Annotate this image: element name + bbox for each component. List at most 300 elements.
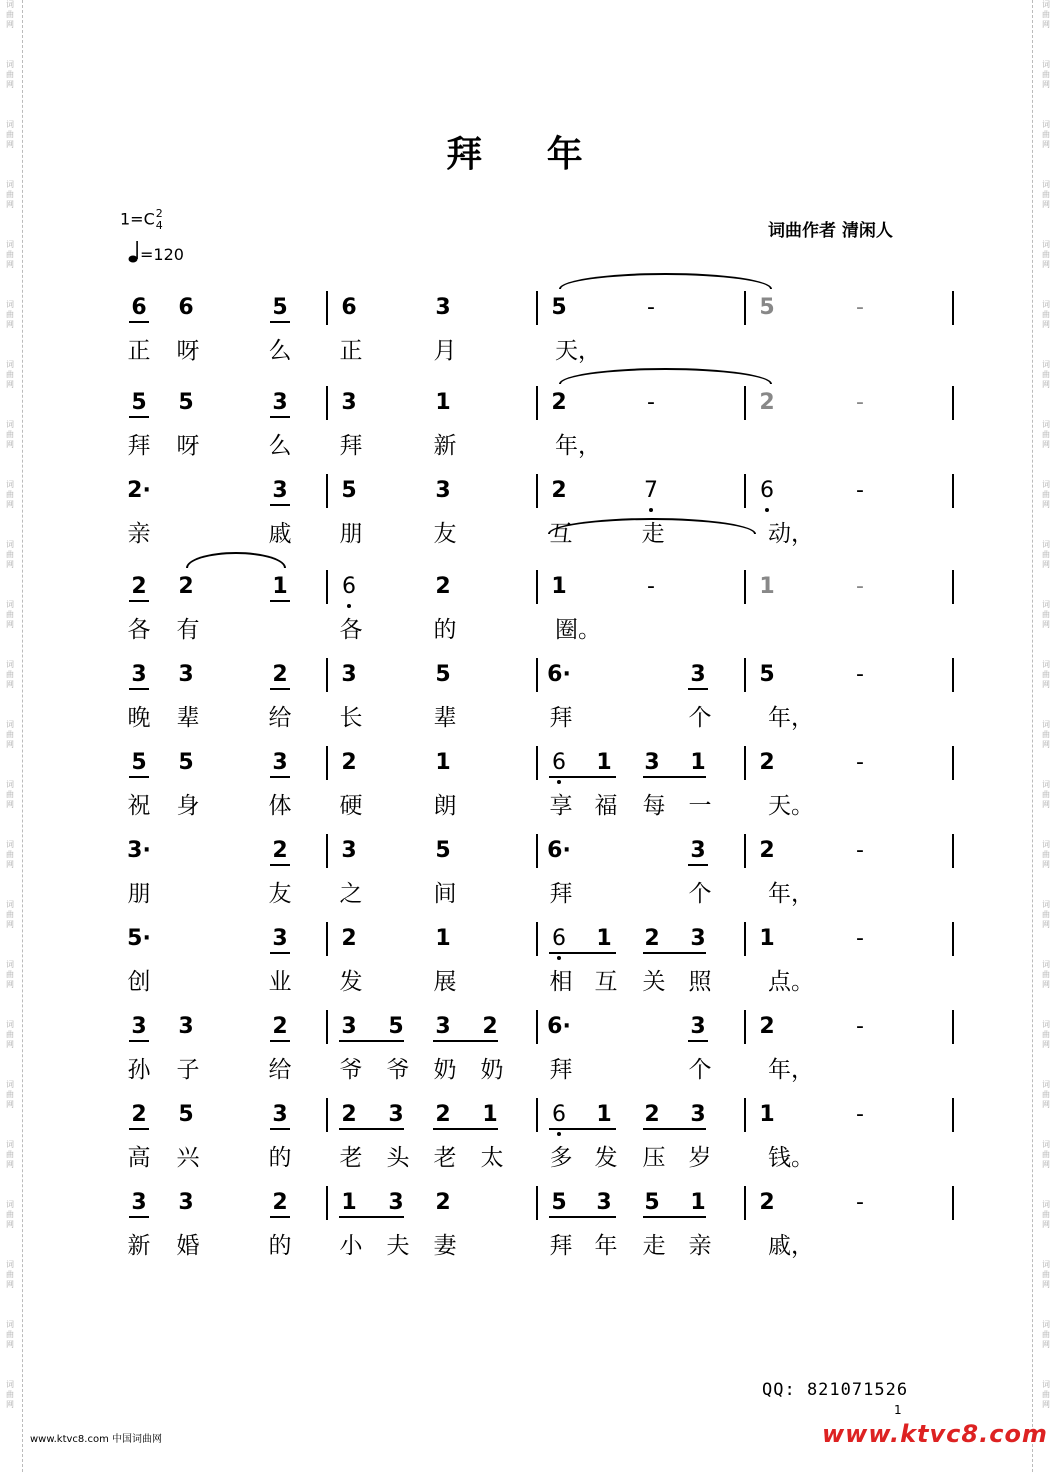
note: 2 [341,926,357,951]
watermark-text: 词 曲 网 [1042,180,1050,209]
bar-line [744,746,746,780]
lower-octave-dot [649,508,653,512]
watermark-text: 词 曲 网 [1042,480,1050,509]
watermark-text: 词 曲 网 [6,900,14,929]
note: 2 [759,750,775,775]
watermark-text: 词 曲 网 [6,0,14,29]
note: 2 [435,1102,451,1127]
tie-slur [559,273,772,289]
lyric: 么 [268,433,292,459]
beam [433,1128,498,1130]
lyric: 个 [688,1057,712,1083]
underline [270,321,290,323]
beam [433,1040,498,1042]
sustain-dash: 6 [545,926,573,952]
lyric: 关 [642,969,666,995]
sustain-dash: - [856,1190,864,1215]
watermark-text: 词 曲 网 [1042,360,1050,389]
tie-slur [186,552,286,568]
bar-line [952,386,954,420]
lyric: 婚 [176,1233,200,1259]
bar-line [326,922,328,956]
bar-line [536,291,538,325]
note: 1 [482,1102,498,1127]
watermark-text: 词 曲 网 [1042,60,1050,89]
lyric: 子 [176,1057,200,1083]
watermark-text: 词 曲 网 [6,660,14,689]
watermark-text: 词 曲 网 [6,1320,14,1349]
watermark-text: 词 曲 网 [6,300,14,329]
sustain-dash: - [856,838,864,863]
bar-line [952,474,954,508]
bar-line [952,1098,954,1132]
note: 2 [435,574,451,599]
lyric: 新 [433,433,457,459]
underline [270,1216,290,1218]
tempo-marking [128,240,184,264]
watermark-text: 词 曲 网 [6,480,14,509]
note: 2 [266,838,294,864]
underline [688,688,708,690]
lyric: 相 [549,969,573,995]
note: 2 [125,1102,153,1128]
note: 5 [551,295,567,320]
lyric: 创 [127,969,151,995]
note: 5 [388,1014,404,1039]
note: 3 [435,478,451,503]
note: 1 [435,750,451,775]
lyric: 妻 [433,1233,457,1259]
watermark-text: 词 曲 网 [1042,1320,1050,1349]
lyric: 年， [555,433,601,459]
watermark-text: 词 曲 网 [6,420,14,449]
bar-line [952,746,954,780]
lyric: 钱。 [768,1145,814,1171]
lyric: 给 [268,1057,292,1083]
song-title: 拜 年 [446,134,609,175]
underline [270,416,290,418]
watermark-text: 词 曲 网 [6,60,14,89]
lyric: 的 [433,617,457,643]
bar-line [952,834,954,868]
bar-line [952,1186,954,1220]
watermark-text: 词 曲 网 [1042,660,1050,689]
note: 5 [341,478,357,503]
tie-slur [548,518,756,534]
beam [549,1216,616,1218]
bar-line [744,1098,746,1132]
key-text: 1=C [120,209,155,229]
underline [688,1040,708,1042]
lyric: 奶 [480,1057,504,1083]
bar-line [952,291,954,325]
lyric: 动， [768,521,814,547]
lyric: 压 [642,1145,666,1171]
watermark-text: 词 曲 网 [6,1080,14,1109]
bar-line [326,834,328,868]
lyric: 亲 [688,1233,712,1259]
note: 1 [596,1102,612,1127]
lyric: 爷 [386,1057,410,1083]
note: 3 [341,1014,357,1039]
watermark-text: 词 曲 网 [6,120,14,149]
lyric: 友 [433,521,457,547]
lyric: 有 [176,617,200,643]
note: 2 [644,926,660,951]
note: 3 [341,838,357,863]
lyric: 走 [642,1233,666,1259]
bar-line [744,474,746,508]
note: 2 [759,390,775,415]
underline [129,688,149,690]
lyric: 呀 [176,338,200,364]
lyric: 圈。 [555,617,601,643]
lyric: 互 [549,521,573,547]
note: 1 [690,750,706,775]
underline [129,416,149,418]
lyric: 给 [268,705,292,731]
lyric: 孙 [127,1057,151,1083]
note: 5 [125,390,153,416]
lyric: 身 [176,793,200,819]
note: 6· [547,1014,571,1039]
lyric: 享 [549,793,573,819]
lyric: 月 [433,338,457,364]
lyric: 兴 [176,1145,200,1171]
sustain-dash: - [856,390,864,415]
lyric: 展 [433,969,457,995]
note: 2 [759,838,775,863]
note: 5 [178,390,194,415]
note: 1 [596,750,612,775]
note: 5 [178,1102,194,1127]
note: 5 [551,1190,567,1215]
sustain-dash: 6 [545,750,573,776]
lyric: 亲 [127,521,151,547]
watermark-text: 词 曲 网 [6,360,14,389]
note: 1 [435,926,451,951]
lyric: 个 [688,881,712,907]
watermark-text: 词 曲 网 [6,180,14,209]
sustain-dash: - [856,926,864,951]
beam [643,952,706,954]
note: 3 [596,1190,612,1215]
sustain-dash: - [856,662,864,687]
note: 3 [125,662,153,688]
lyric: 天， [555,338,601,364]
bar-line [536,474,538,508]
note: 5 [178,750,194,775]
lyric: 岁 [688,1145,712,1171]
note: 5 [266,295,294,321]
lyric: 年， [768,705,814,731]
watermark-text: 词 曲 网 [1042,120,1050,149]
underline [270,600,290,602]
lyric: 正 [127,338,151,364]
watermark-text: 词 曲 网 [1042,1080,1050,1109]
bar-line [536,1010,538,1044]
note: 2 [435,1190,451,1215]
sustain-dash: 6 [545,1102,573,1128]
bar-line [326,658,328,692]
sustain-dash: - [647,390,655,415]
watermark-text: 词 曲 网 [1042,600,1050,629]
note: 3· [127,838,151,863]
note: 5 [435,838,451,863]
lyric: 体 [268,793,292,819]
beam [549,1128,616,1130]
lyric: 正 [339,338,363,364]
note: 3 [341,662,357,687]
bar-line [744,570,746,604]
tie-slur [559,368,772,384]
note: 5 [125,750,153,776]
note: 2 [551,390,567,415]
underline [270,952,290,954]
lyric: 拜 [339,433,363,459]
bar-line [326,291,328,325]
underline [270,864,290,866]
bar-line [326,746,328,780]
bar-line [536,570,538,604]
bar-line [952,570,954,604]
watermark-text: 词 曲 网 [6,1140,14,1169]
bar-line [326,570,328,604]
quarter-note-icon [128,240,140,264]
bar-line [744,1186,746,1220]
note: 6 [125,295,153,321]
watermark-text: 词 曲 网 [1042,720,1050,749]
watermark-text: 词 曲 网 [6,720,14,749]
note: 1 [690,1190,706,1215]
underline [129,600,149,602]
lyric: 长 [339,705,363,731]
beam [339,1128,404,1130]
lyric: 高 [127,1145,151,1171]
note: 3 [684,838,712,864]
lyric: 拜 [549,881,573,907]
lyric: 戚， [768,1233,814,1259]
bar-line [536,1098,538,1132]
note: 2 [644,1102,660,1127]
lyric: 的 [268,1233,292,1259]
lyric: 拜 [549,705,573,731]
sustain-dash: 7 [637,478,665,504]
page-number: 1 [894,1403,902,1417]
lyric: 硬 [339,793,363,819]
note: 5· [127,926,151,951]
note: 3 [266,750,294,776]
watermark-text: 词 曲 网 [1042,1260,1050,1289]
note: 1 [266,574,294,600]
watermark-text: 词 曲 网 [1042,420,1050,449]
lyric: 么 [268,338,292,364]
underline [270,504,290,506]
lower-octave-dot [347,604,351,608]
bar-line [744,658,746,692]
beam [339,1040,404,1042]
lower-octave-dot [765,508,769,512]
bar-line [326,386,328,420]
bar-line [952,1010,954,1044]
lyric: 互 [594,969,618,995]
lyric: 小 [339,1233,363,1259]
lyric: 的 [268,1145,292,1171]
note: 2 [266,1014,294,1040]
watermark-text: 词 曲 网 [1042,1020,1050,1049]
lyric: 发 [339,969,363,995]
underline [270,776,290,778]
footer-logo: www.ktvc8.com [822,1420,1048,1448]
lyric: 业 [268,969,292,995]
beam [643,1216,706,1218]
note: 2· [127,478,151,503]
lyric: 拜 [549,1233,573,1259]
beam [339,1216,404,1218]
sustain-dash: 6 [753,478,781,504]
note: 3 [690,926,706,951]
underline [129,776,149,778]
key-signature [120,208,163,232]
note: 3 [266,478,294,504]
note: 3 [388,1190,404,1215]
qq-contact: QQ: 821071526 [762,1380,909,1400]
bar-line [326,1186,328,1220]
tempo-value: =120 [140,245,184,264]
beam [643,776,706,778]
sustain-dash: - [856,295,864,320]
bar-line [744,922,746,956]
lyric: 一 [688,793,712,819]
sustain-dash: 6 [335,574,363,600]
lyric: 点。 [768,969,814,995]
lyric: 拜 [549,1057,573,1083]
watermark-text: 词 曲 网 [1042,900,1050,929]
watermark-text: 词 曲 网 [1042,840,1050,869]
note: 3 [178,1014,194,1039]
note: 5 [644,1190,660,1215]
lyric: 辈 [176,705,200,731]
lyric: 各 [127,617,151,643]
bar-line [326,1010,328,1044]
lyric: 新 [127,1233,151,1259]
note: 6· [547,838,571,863]
note: 2 [482,1014,498,1039]
lyric: 发 [594,1145,618,1171]
bar-line [326,474,328,508]
note: 6 [341,295,357,320]
note: 1 [341,1190,357,1215]
note: 1 [759,1102,775,1127]
underline [129,321,149,323]
sustain-dash: - [856,1102,864,1127]
underline [129,1216,149,1218]
note: 2 [341,750,357,775]
lyric: 辈 [433,705,457,731]
note: 3 [341,390,357,415]
note: 3 [644,750,660,775]
lyric: 间 [433,881,457,907]
lyric: 照 [688,969,712,995]
watermark-text: 词 曲 网 [6,780,14,809]
lyric: 年， [768,1057,814,1083]
lyric: 晚 [127,705,151,731]
bar-line [744,386,746,420]
note: 2 [178,574,194,599]
lyric: 朋 [127,881,151,907]
sustain-dash: - [856,574,864,599]
lyric: 爷 [339,1057,363,1083]
watermark-text: 词 曲 网 [6,1020,14,1049]
watermark-text: 词 曲 网 [6,1380,14,1409]
lyric: 朗 [433,793,457,819]
underline [129,1040,149,1042]
bar-line [536,386,538,420]
lyric: 年 [594,1233,618,1259]
note: 3 [178,1190,194,1215]
watermark-text: 词 曲 网 [6,960,14,989]
lyric: 太 [480,1145,504,1171]
lyric: 拜 [127,433,151,459]
bar-line [536,834,538,868]
beam [549,952,616,954]
note: 6· [547,662,571,687]
note: 3 [266,390,294,416]
underline [129,1128,149,1130]
note: 3 [690,1102,706,1127]
watermark-text: 词 曲 网 [6,600,14,629]
lyric: 奶 [433,1057,457,1083]
lyric: 祝 [127,793,151,819]
lower-octave-dot [557,1132,561,1136]
lyric: 走 [641,521,665,547]
watermark-text: 词 曲 网 [6,240,14,269]
author-credit: 词曲作者 清闲人 [768,221,893,241]
note: 2 [759,1014,775,1039]
watermark-text: 词 曲 网 [6,1200,14,1229]
note: 5 [759,662,775,687]
bar-line [326,1098,328,1132]
note: 3 [435,1014,451,1039]
watermark-text: 词 曲 网 [1042,1200,1050,1229]
lyric: 多 [549,1145,573,1171]
bar-line [536,746,538,780]
time-signature: 2 4 [155,207,163,232]
lyric: 朋 [339,521,363,547]
lyric: 老 [433,1145,457,1171]
lyric: 天。 [768,793,814,819]
lyric: 福 [594,793,618,819]
note: 2 [266,662,294,688]
watermark-text: 词 曲 网 [6,1260,14,1289]
watermark-text: 词 曲 网 [6,840,14,869]
lyric: 友 [268,881,292,907]
note: 2 [266,1190,294,1216]
bar-line [744,291,746,325]
note: 1 [435,390,451,415]
note: 2 [125,574,153,600]
note: 5 [759,295,775,320]
note: 2 [551,478,567,503]
lyric: 每 [642,793,666,819]
lyric: 夫 [386,1233,410,1259]
watermark-text: 词 曲 网 [1042,960,1050,989]
footer-site-text: www.ktvc8.com 中国词曲网 [30,1434,163,1445]
note: 2 [759,1190,775,1215]
sustain-dash: - [856,478,864,503]
note: 5 [435,662,451,687]
note: 2 [341,1102,357,1127]
